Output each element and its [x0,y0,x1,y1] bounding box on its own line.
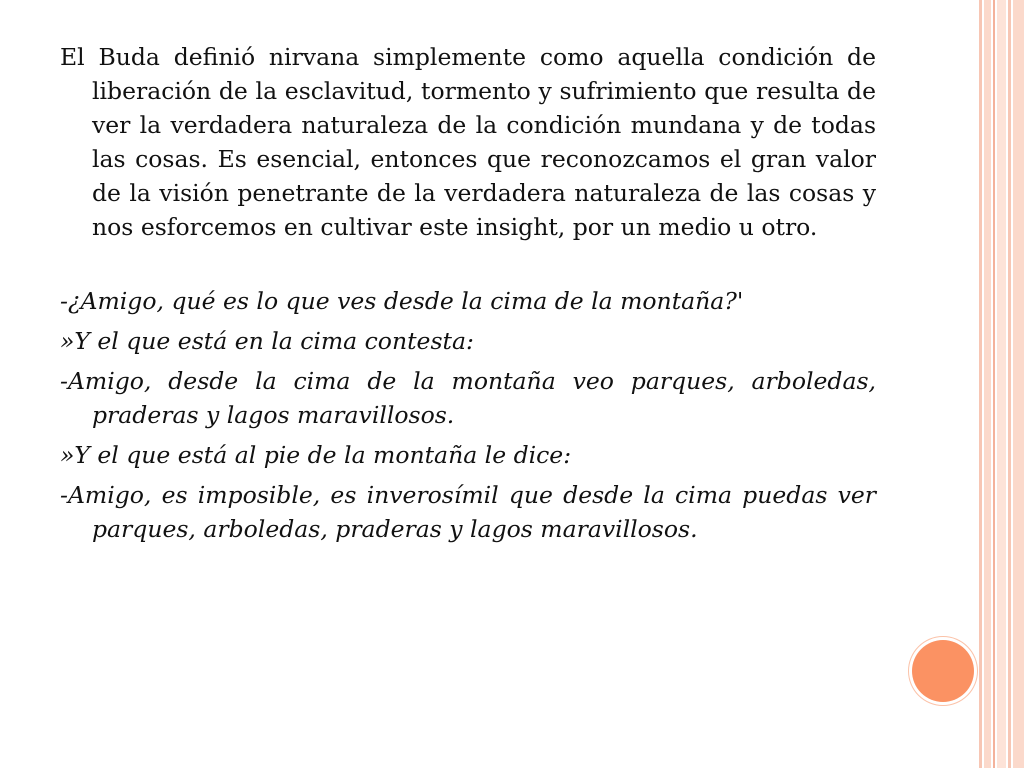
dialog-line: -¿Amigo, qué es lo que ves desde la cima de la montaña?' [60,287,744,315]
slide-body [60,40,876,552]
dialog-line: »Y el que está al pie de la montaña le dice: [60,441,572,469]
decorative-stripe [1013,0,1024,768]
decorative-stripe [984,0,991,768]
decorative-stripe [997,0,1006,768]
dialog-line: »Y el que está en la cima contesta: [60,327,474,355]
decorative-circle-icon [912,640,974,702]
decorative-stripe [1008,0,1011,768]
main-paragraph: El Buda definió nirvana simplemente como aquella condición de liberación de la esclavitud, tormento y sufrimiento que resulta de ver la verdadera naturaleza de la condición mundana y de todas las cosas. Es esencial, entonces que reconozcamos el gran valor de la visión penetrante de la verdadera naturaleza de las cosas y nos esforcemos en cultivar este insight, por un medio u otro. [60,43,876,241]
dialog-line: -Amigo, desde la cima de la montaña veo parques, arboledas, praderas y lagos maravillosos. [60,367,876,429]
dialog-line: -Amigo, es imposible, es inverosímil que desde la cima puedas ver parques, arboledas, praderas y lagos maravillosos. [60,481,876,543]
decorative-stripe [993,0,995,768]
decorative-stripe [979,0,982,768]
